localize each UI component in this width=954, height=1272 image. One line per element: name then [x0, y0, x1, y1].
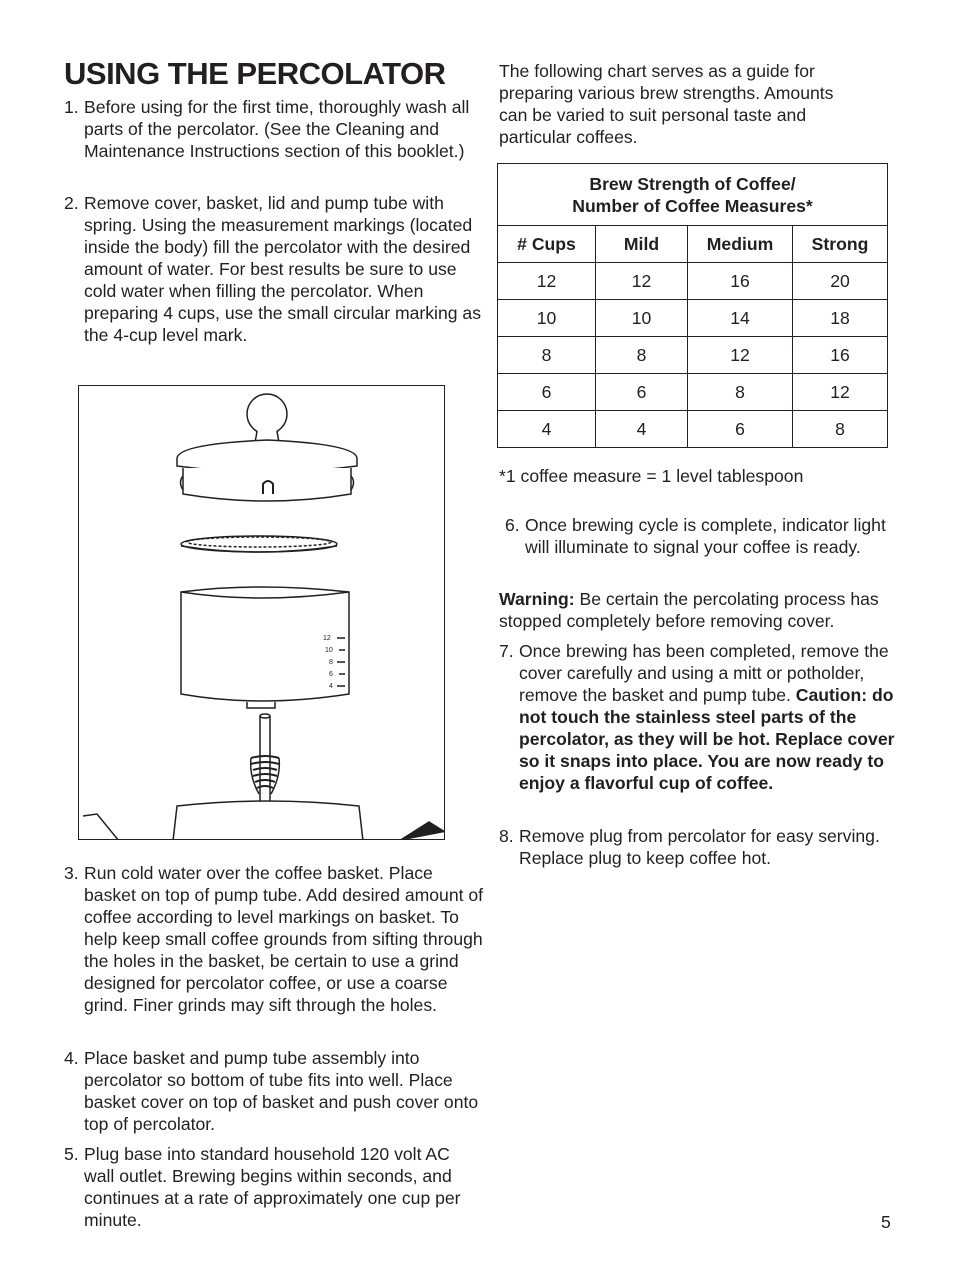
scale-label: 10	[325, 647, 333, 654]
table-cell: 12	[498, 263, 596, 300]
step-6	[505, 514, 895, 558]
step-2	[64, 192, 484, 346]
table-row	[498, 300, 888, 337]
table-cell: 14	[688, 300, 793, 337]
page-title: USING THE PERCOLATOR	[64, 56, 446, 91]
table-cell: 20	[793, 263, 888, 300]
table-row	[498, 411, 888, 448]
step-number: 2.	[64, 193, 79, 213]
step-number: 7.	[499, 641, 514, 661]
table-cell: 8	[596, 337, 688, 374]
warning-paragraph	[499, 588, 891, 632]
column-header-cups: # Cups	[498, 226, 596, 263]
table-row	[498, 337, 888, 374]
step-number: 8.	[499, 826, 514, 846]
step-number: 6.	[505, 515, 520, 535]
table-cell: 12	[596, 263, 688, 300]
table-cell: 6	[688, 411, 793, 448]
table-cell: 10	[498, 300, 596, 337]
table-caption	[498, 164, 888, 226]
column-header-mild: Mild	[596, 226, 688, 263]
table-cell: 4	[596, 411, 688, 448]
table-caption-line1: Brew Strength of Coffee/	[589, 173, 796, 194]
table-cell: 18	[793, 300, 888, 337]
table-cell: 8	[498, 337, 596, 374]
step-text: Plug base into standard household 120 volt AC wall outlet. Brewing begins within seconds, and continues at a rate of approximately one cup per minute.	[84, 1144, 461, 1230]
cover	[177, 440, 357, 472]
table-row	[498, 374, 888, 411]
chart-intro: The following chart serves as a guide for preparing various brew strengths. Amounts can be varied to suit personal taste and particular coffees.	[499, 61, 834, 147]
table-footnote: *1 coffee measure = 1 level tablespoon	[499, 466, 804, 486]
step-number: 3.	[64, 863, 79, 883]
step-4	[64, 1047, 484, 1135]
percolator-parts-illustration	[78, 385, 445, 840]
percolator-body	[173, 801, 363, 840]
warning-text: Be certain the percolating process has stopped completely before removing cover.	[499, 589, 879, 631]
warning-label: Warning:	[499, 589, 575, 609]
table-cell: 16	[688, 263, 793, 300]
step-3	[64, 862, 484, 1016]
column-header-medium: Medium	[688, 226, 793, 263]
table-caption-line2: Number of Coffee Measures*	[572, 195, 813, 216]
table-cell: 6	[498, 374, 596, 411]
table-cell: 8	[793, 411, 888, 448]
table-cell: 12	[688, 337, 793, 374]
table-row	[498, 263, 888, 300]
table-cell: 4	[498, 411, 596, 448]
scale-label: 12	[323, 635, 331, 642]
table-header-row	[498, 226, 888, 263]
step-text: Before using for the first time, thoroughly wash all parts of the percolator. (See the Cleaning and Maintenance Instructions section of this booklet.)	[84, 97, 470, 161]
table-cell: 10	[596, 300, 688, 337]
step-5	[64, 1143, 484, 1231]
step-8	[499, 825, 911, 869]
step-number: 4.	[64, 1048, 79, 1068]
lid-knob	[247, 394, 287, 434]
table-cell: 8	[688, 374, 793, 411]
step-1	[64, 96, 484, 162]
page-number: 5	[881, 1212, 891, 1232]
table-cell: 16	[793, 337, 888, 374]
scale-label: 4	[329, 683, 333, 690]
step-text: Remove plug from percolator for easy serving. Replace plug to keep coffee hot.	[519, 826, 880, 868]
step-number: 5.	[64, 1144, 79, 1164]
step-text: Once brewing cycle is complete, indicator light will illuminate to signal your coffee is ready.	[525, 515, 886, 557]
scale-label: 6	[329, 671, 333, 678]
brew-strength-table	[497, 163, 888, 448]
step-text: Run cold water over the coffee basket. Place basket on top of pump tube. Add desired amount of coffee according to level markings on basket. To help keep small coffee grounds from sifting through the holes in the basket, be certain to use a grind designed for percolator coffee, or use a coarse grind. Finer grinds may sift through the holes.	[84, 863, 484, 1015]
step-7	[499, 640, 911, 794]
scale-label: 8	[329, 659, 333, 666]
step-number: 1.	[64, 97, 79, 117]
step-text: Place basket and pump tube assembly into percolator so bottom of tube fits into well. Place basket cover on top of basket and push cover onto top of percolator.	[84, 1048, 479, 1134]
caution-text: Caution: do not touch the stainless steel parts of the percolator, as they will be hot. Replace cover so it snaps into place. You are now ready to enjoy a flavorful cup of coffee.	[519, 685, 895, 793]
column-header-strong: Strong	[793, 226, 888, 263]
table-cell: 12	[793, 374, 888, 411]
percolator-exploded-view	[79, 386, 445, 840]
table-cell: 6	[596, 374, 688, 411]
step-text: Remove cover, basket, lid and pump tube with spring. Using the measurement markings (located inside the body) fill the percolator with the desired amount of water. For best results be sure to use cold water when filling the percolator. When preparing 4 cups, use the small circular marking as the 4-cup level mark.	[84, 193, 482, 345]
basket	[181, 587, 349, 701]
step-text: Once brewing has been completed, remove the cover carefully and using a mitt or potholder, remove the basket and pump tube.	[519, 641, 889, 705]
